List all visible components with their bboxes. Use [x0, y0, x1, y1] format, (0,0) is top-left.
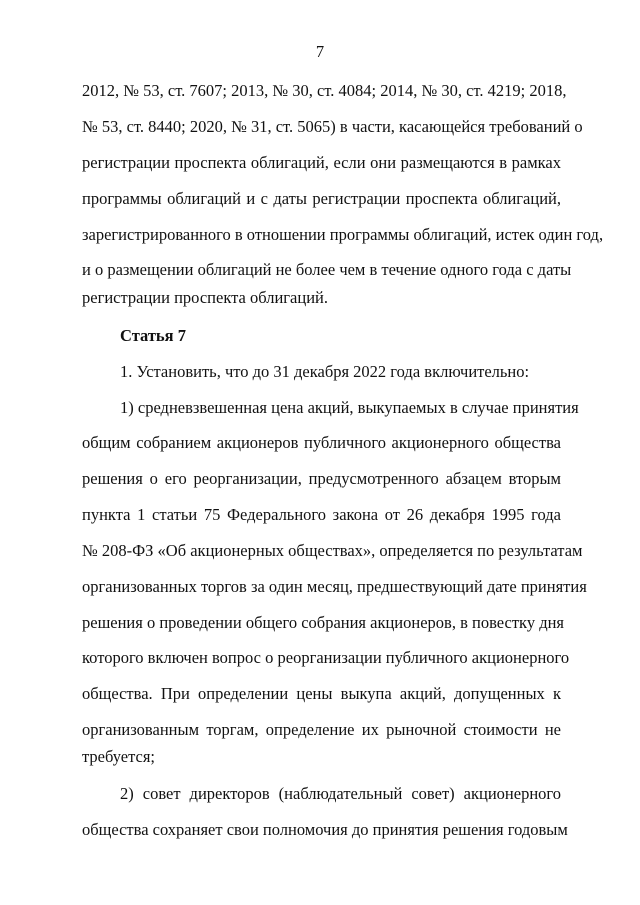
article-heading: Статья 7 — [120, 326, 186, 345]
text-line: пункта 1 статьи 75 Федерального закона от 26 декабря 1995 года — [82, 505, 561, 524]
text-line: регистрации проспекта облигаций. — [82, 288, 328, 307]
text-line: которого включен вопрос о реорганизации публичного акционерного — [82, 648, 570, 667]
text-line: общим собранием акционеров публичного акционерного общества — [82, 433, 561, 452]
text-line: решения о проведении общего собрания акционеров, в повестку дня — [82, 613, 565, 632]
text-line: 1. Установить, что до 31 декабря 2022 года включительно: — [120, 362, 530, 381]
text-line: программы облигаций и с даты регистрации проспекта облигаций, — [82, 189, 561, 208]
text-line: организованных торгов за один месяц, предшествующий дате принятия — [82, 577, 587, 596]
text-line: № 53, ст. 8440; 2020, № 31, ст. 5065) в части, касающейся требований о — [82, 117, 583, 136]
page-number: 7 — [315, 42, 325, 61]
text-line: зарегистрированного в отношении программы облигаций, истек один год, — [82, 225, 604, 244]
text-line: организованным торгам, определение их рыночной стоимости не — [82, 720, 561, 739]
text-line: общества. При определении цены выкупа акций, допущенных к — [82, 684, 561, 703]
text-line: требуется; — [82, 747, 156, 766]
text-line: 1) средневзвешенная цена акций, выкупаемых в случае принятия — [120, 398, 579, 417]
text-line: регистрации проспекта облигаций, если они размещаются в рамках — [82, 153, 561, 172]
text-line: решения о его реорганизации, предусмотренного абзацем вторым — [82, 469, 561, 488]
text-line: общества сохраняет свои полномочия до принятия решения годовым — [82, 820, 568, 839]
text-line: № 208-ФЗ «Об акционерных обществах», определяется по результатам — [82, 541, 583, 560]
text-line: и о размещении облигаций не более чем в течение одного года с даты — [82, 260, 572, 279]
text-line: 2) совет директоров (наблюдательный совет) акционерного — [120, 784, 561, 803]
text-line: 2012, № 53, ст. 7607; 2013, № 30, ст. 4084; 2014, № 30, ст. 4219; 2018, — [82, 81, 567, 100]
